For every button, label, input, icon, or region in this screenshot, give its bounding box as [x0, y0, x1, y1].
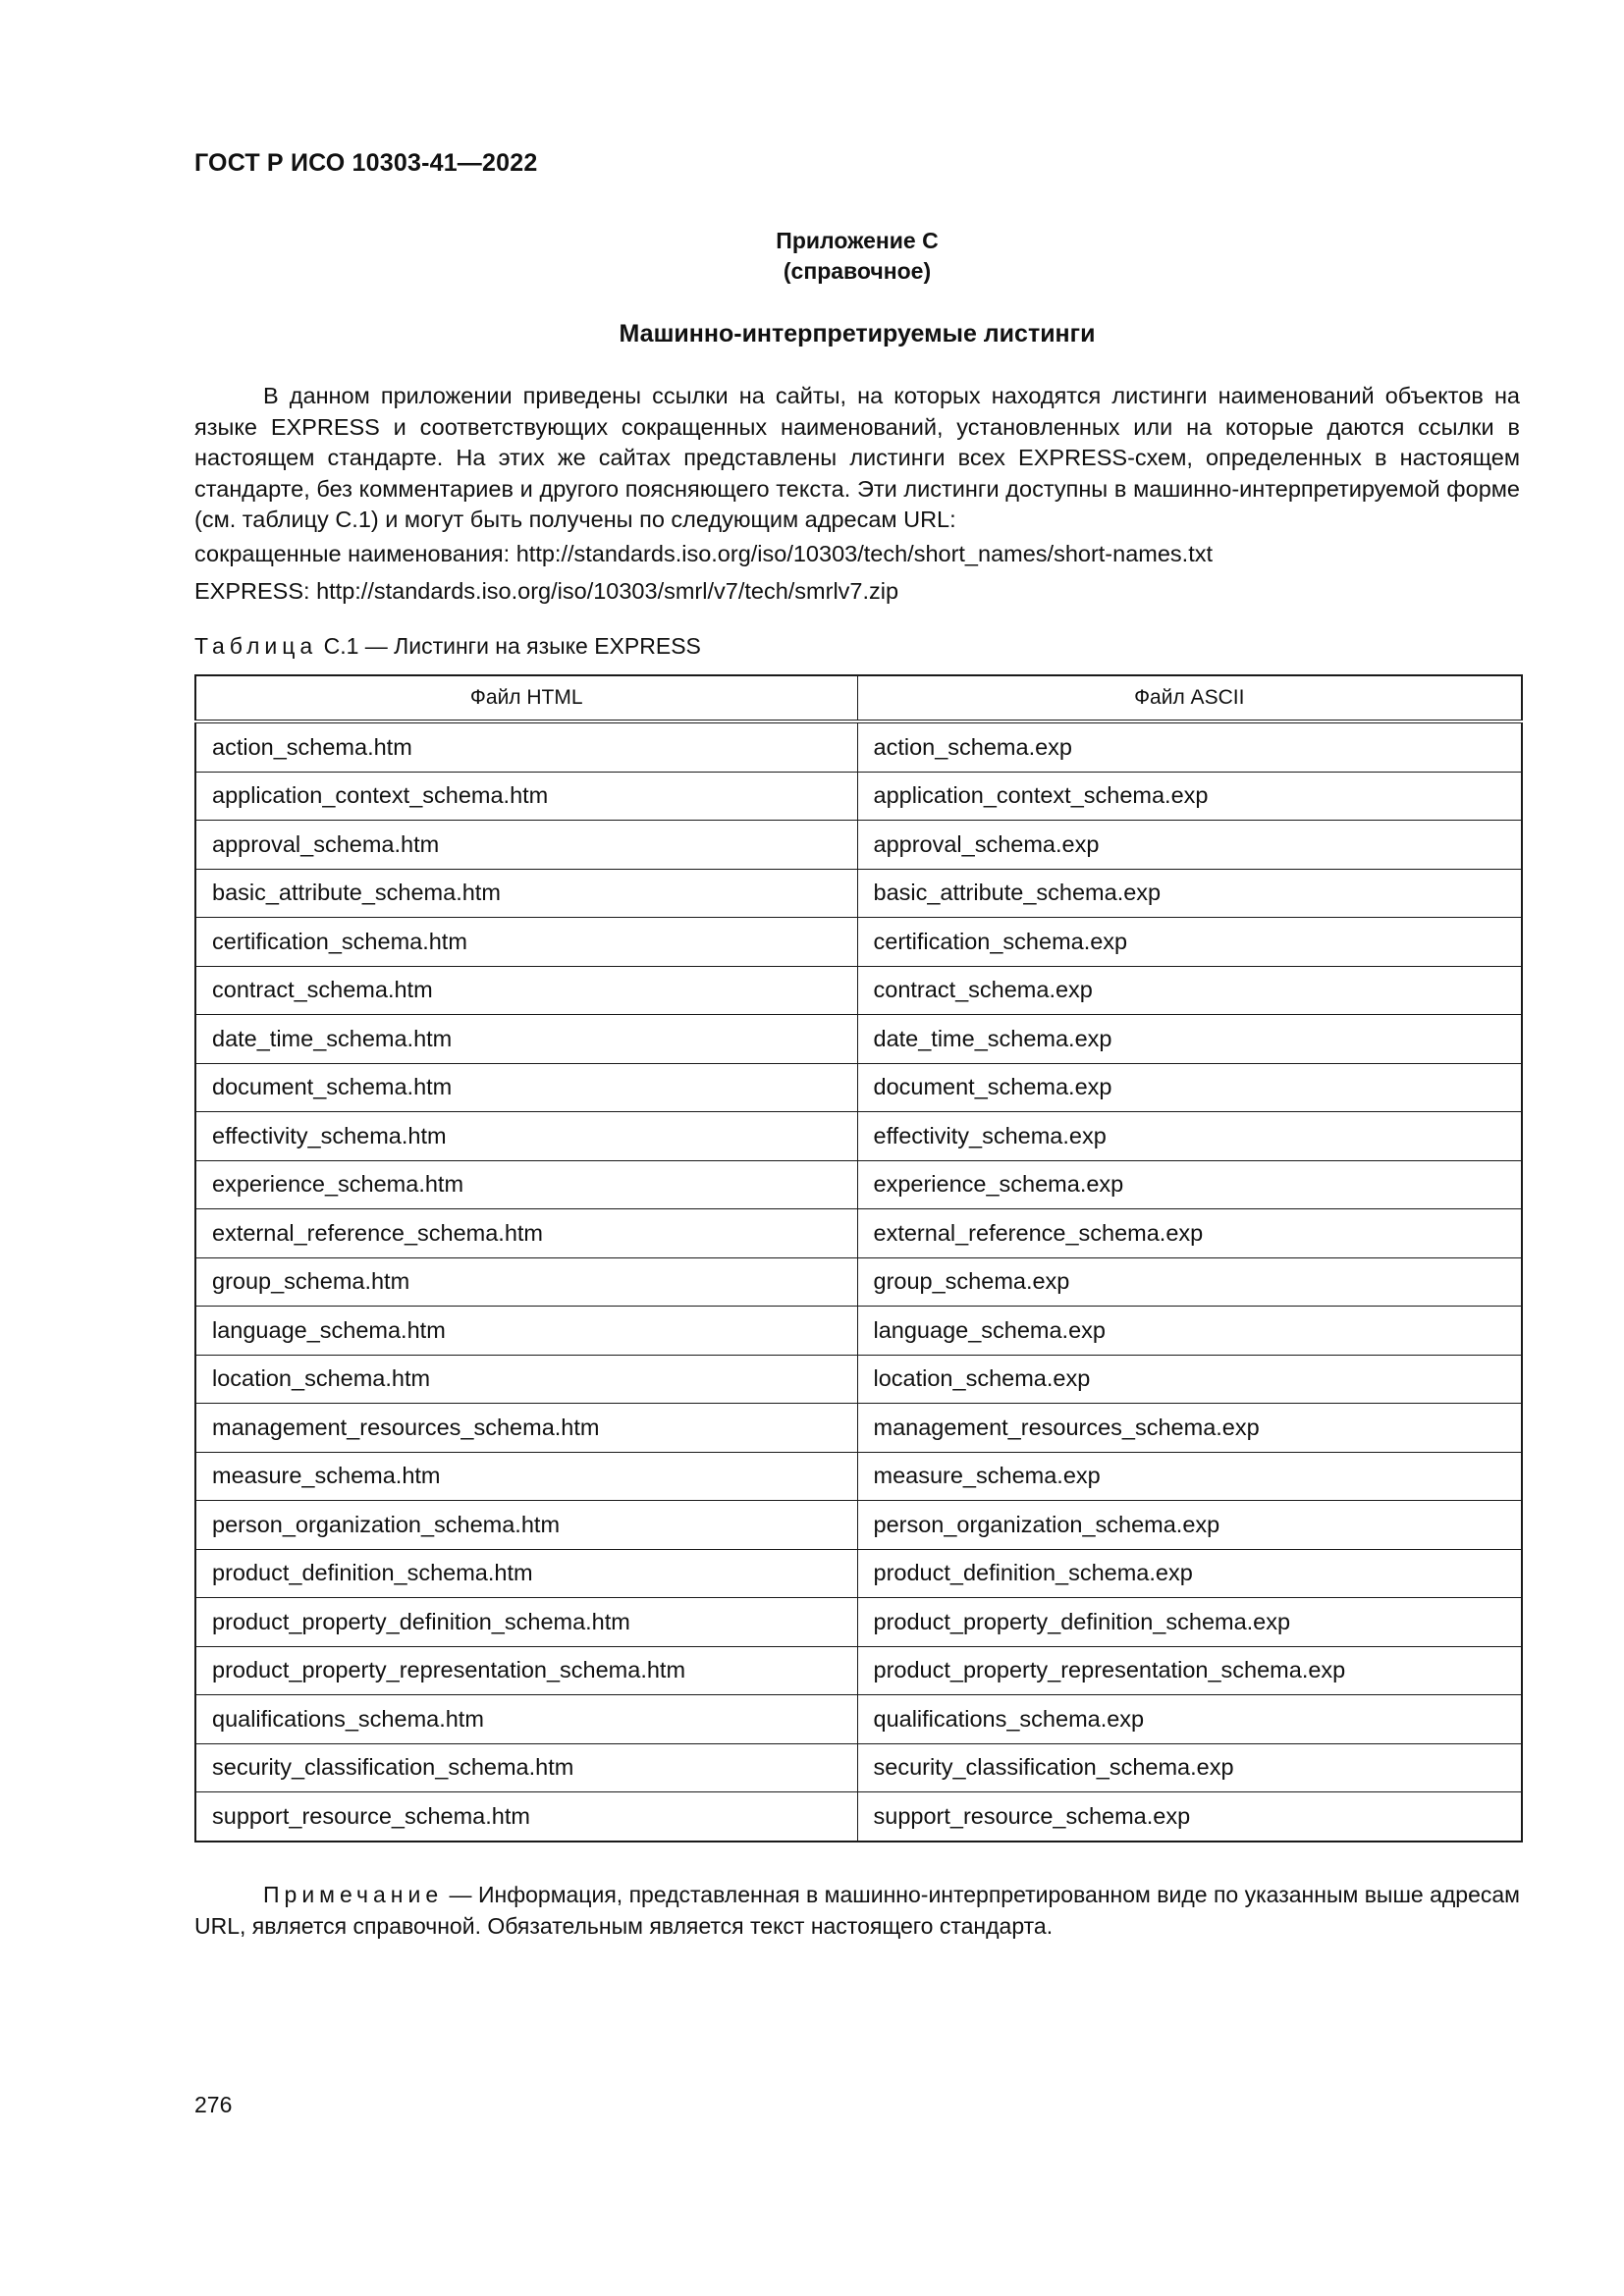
html-file-cell: management_resources_schema.htm	[195, 1404, 857, 1453]
html-file-cell: experience_schema.htm	[195, 1160, 857, 1209]
ascii-file-cell: certification_schema.exp	[857, 918, 1522, 967]
html-file-cell: product_property_definition_schema.htm	[195, 1598, 857, 1647]
table-row	[195, 1355, 1522, 1404]
table-row	[195, 1015, 1522, 1064]
table-row	[195, 821, 1522, 870]
table-row	[195, 1792, 1522, 1842]
table-row	[195, 1063, 1522, 1112]
table-caption-text: С.1 — Листинги на языке EXPRESS	[317, 633, 701, 659]
html-file-cell: basic_attribute_schema.htm	[195, 869, 857, 918]
ascii-file-cell: security_classification_schema.exp	[857, 1743, 1522, 1792]
ascii-file-cell: document_schema.exp	[857, 1063, 1522, 1112]
ascii-file-cell: product_property_definition_schema.exp	[857, 1598, 1522, 1647]
note	[194, 1880, 1520, 1942]
table-row	[195, 966, 1522, 1015]
ascii-file-cell: application_context_schema.exp	[857, 772, 1522, 821]
ascii-file-cell: person_organization_schema.exp	[857, 1501, 1522, 1550]
section-title: Машинно-интерпретируемые листинги	[619, 320, 1096, 347]
html-file-cell: external_reference_schema.htm	[195, 1209, 857, 1258]
html-file-cell: location_schema.htm	[195, 1355, 857, 1404]
html-file-cell: language_schema.htm	[195, 1307, 857, 1356]
page-number: 276	[194, 2092, 233, 2117]
table-row	[195, 1307, 1522, 1356]
html-file-cell: support_resource_schema.htm	[195, 1792, 857, 1842]
ascii-file-cell: date_time_schema.exp	[857, 1015, 1522, 1064]
ascii-file-cell: contract_schema.exp	[857, 966, 1522, 1015]
appendix-kind: (справочное)	[783, 258, 932, 284]
html-file-cell: action_schema.htm	[195, 721, 857, 772]
document-id: ГОСТ Р ИСО 10303-41—2022	[194, 149, 538, 177]
html-file-cell: qualifications_schema.htm	[195, 1695, 857, 1744]
table-row	[195, 1743, 1522, 1792]
table-row	[195, 1598, 1522, 1647]
ascii-file-cell: action_schema.exp	[857, 721, 1522, 772]
ascii-file-cell: qualifications_schema.exp	[857, 1695, 1522, 1744]
ascii-file-cell: group_schema.exp	[857, 1257, 1522, 1307]
table-row	[195, 1501, 1522, 1550]
ascii-file-cell: measure_schema.exp	[857, 1452, 1522, 1501]
short-names-url: сокращенные наименования: http://standards.iso.org/iso/10303/tech/short_names/short-names.txt	[194, 541, 1214, 566]
table-row	[195, 1695, 1522, 1744]
table-row	[195, 918, 1522, 967]
table-body	[195, 721, 1522, 1842]
ascii-file-cell: support_resource_schema.exp	[857, 1792, 1522, 1842]
table-caption-label: Таблица	[194, 633, 318, 659]
ascii-file-cell: location_schema.exp	[857, 1355, 1522, 1404]
html-file-cell: security_classification_schema.htm	[195, 1743, 857, 1792]
express-listings-table	[194, 674, 1523, 1842]
html-file-cell: certification_schema.htm	[195, 918, 857, 967]
html-file-cell: effectivity_schema.htm	[195, 1112, 857, 1161]
ascii-file-cell: basic_attribute_schema.exp	[857, 869, 1522, 918]
table-row	[195, 1404, 1522, 1453]
ascii-file-cell: effectivity_schema.exp	[857, 1112, 1522, 1161]
column-header-html: Файл HTML	[195, 675, 857, 721]
html-file-cell: product_definition_schema.htm	[195, 1549, 857, 1598]
column-header-ascii: Файл ASCII	[857, 675, 1522, 721]
html-file-cell: measure_schema.htm	[195, 1452, 857, 1501]
table-row	[195, 1112, 1522, 1161]
table-row	[195, 1452, 1522, 1501]
intro-paragraph: В данном приложении приведены ссылки на сайты, на которых находятся листинги наименований объектов на языке EXPRESS и соответствующих сокращенных наименований, установленных или на которые даются ссылки в настоящем стандарте. На этих же сайтах представлены листинги всех EXPRESS-схем, определенных в настоящем стандарте, без комментариев и другого поясняющего текста. Эти листинги доступны в машинно-интерпретируемой форме (см. таблицу С.1) и могут быть получены по следующим адресам URL:	[194, 383, 1520, 532]
html-file-cell: application_context_schema.htm	[195, 772, 857, 821]
ascii-file-cell: product_definition_schema.exp	[857, 1549, 1522, 1598]
table-header-row	[195, 675, 1522, 721]
ascii-file-cell: experience_schema.exp	[857, 1160, 1522, 1209]
html-file-cell: approval_schema.htm	[195, 821, 857, 870]
express-url: EXPRESS: http://standards.iso.org/iso/10303/smrl/v7/tech/smrlv7.zip	[194, 578, 899, 604]
table-row	[195, 1646, 1522, 1695]
table-row	[195, 1160, 1522, 1209]
table-row	[195, 1257, 1522, 1307]
table-row	[195, 1549, 1522, 1598]
table-caption	[194, 633, 701, 660]
ascii-file-cell: product_property_representation_schema.exp	[857, 1646, 1522, 1695]
note-label: Примечание	[263, 1882, 444, 1907]
table-row	[195, 721, 1522, 772]
table-row	[195, 772, 1522, 821]
table-row	[195, 869, 1522, 918]
appendix-title: Приложение С	[776, 228, 939, 253]
html-file-cell: person_organization_schema.htm	[195, 1501, 857, 1550]
ascii-file-cell: external_reference_schema.exp	[857, 1209, 1522, 1258]
html-file-cell: contract_schema.htm	[195, 966, 857, 1015]
html-file-cell: date_time_schema.htm	[195, 1015, 857, 1064]
ascii-file-cell: language_schema.exp	[857, 1307, 1522, 1356]
html-file-cell: document_schema.htm	[195, 1063, 857, 1112]
table-row	[195, 1209, 1522, 1258]
html-file-cell: product_property_representation_schema.htm	[195, 1646, 857, 1695]
note-text: — Информация, представленная в машинно-интерпретированном виде по указанным выше адресам URL, является справочной. Обязательным является текст настоящего стандарта.	[194, 1882, 1520, 1939]
ascii-file-cell: management_resources_schema.exp	[857, 1404, 1522, 1453]
ascii-file-cell: approval_schema.exp	[857, 821, 1522, 870]
html-file-cell: group_schema.htm	[195, 1257, 857, 1307]
